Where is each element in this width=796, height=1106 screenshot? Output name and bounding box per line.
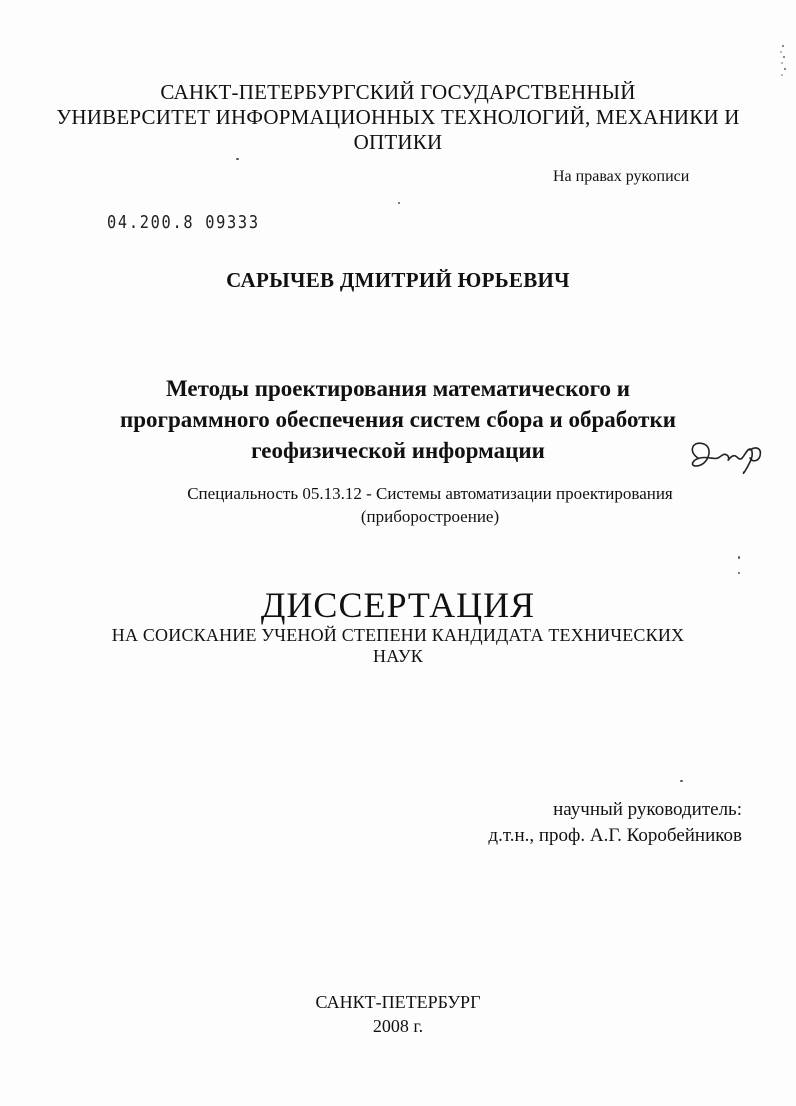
thesis-title-line-1: Методы проектирования математического и — [165, 376, 631, 401]
specialty-line-1: Специальность 05.13.12 - Системы автоматизации проектирования — [187, 484, 673, 503]
scan-speck — [236, 158, 239, 160]
scan-speck — [680, 780, 683, 782]
supervisor-label: научный руководитель: — [553, 799, 742, 820]
city-name: САНКТ-ПЕТЕРБУРГ — [315, 992, 481, 1012]
author-name: САРЫЧЕВ ДМИТРИЙ ЮРЬЕВИЧ — [226, 268, 570, 292]
thesis-title-line-2: программного обеспечения систем сбора и обработки — [120, 407, 676, 432]
publication-year: 2008 г. — [372, 1016, 424, 1036]
scan-speck — [398, 202, 400, 204]
specialty-line-2: (приборостроение) — [360, 507, 500, 526]
handwritten-signature-icon — [684, 436, 768, 478]
registration-code: 04.200.8 09333 — [107, 212, 260, 233]
university-line-2: УНИВЕРСИТЕТ ИНФОРМАЦИОННЫХ ТЕХНОЛОГИЙ, МЕХАНИКИ И — [56, 105, 740, 129]
university-name — [0, 80, 796, 155]
specialty — [140, 482, 720, 528]
scan-speck — [738, 556, 740, 559]
publication-place — [0, 990, 796, 1038]
scan-speck — [738, 572, 740, 574]
thesis-title — [0, 373, 796, 466]
degree-line-1: НА СОИСКАНИЕ УЧЕНОЙ СТЕПЕНИ КАНДИДАТА ТЕХНИЧЕСКИХ — [111, 625, 685, 645]
manuscript-note: На правах рукописи — [553, 168, 690, 185]
thesis-title-line-3: геофизической информации — [251, 438, 545, 463]
university-line-1: САНКТ-ПЕТЕРБУРГСКИЙ ГОСУДАРСТВЕННЫЙ — [160, 80, 636, 104]
degree-line-2: НАУК — [373, 646, 423, 666]
supervisor-block — [488, 797, 742, 849]
university-line-3: ОПТИКИ — [353, 130, 443, 154]
supervisor-name: д.т.н., проф. А.Г. Коробейников — [488, 825, 742, 846]
document-type: ДИССЕРТАЦИЯ — [260, 585, 536, 625]
scan-marks-icon — [776, 42, 790, 82]
degree-statement — [0, 625, 796, 667]
